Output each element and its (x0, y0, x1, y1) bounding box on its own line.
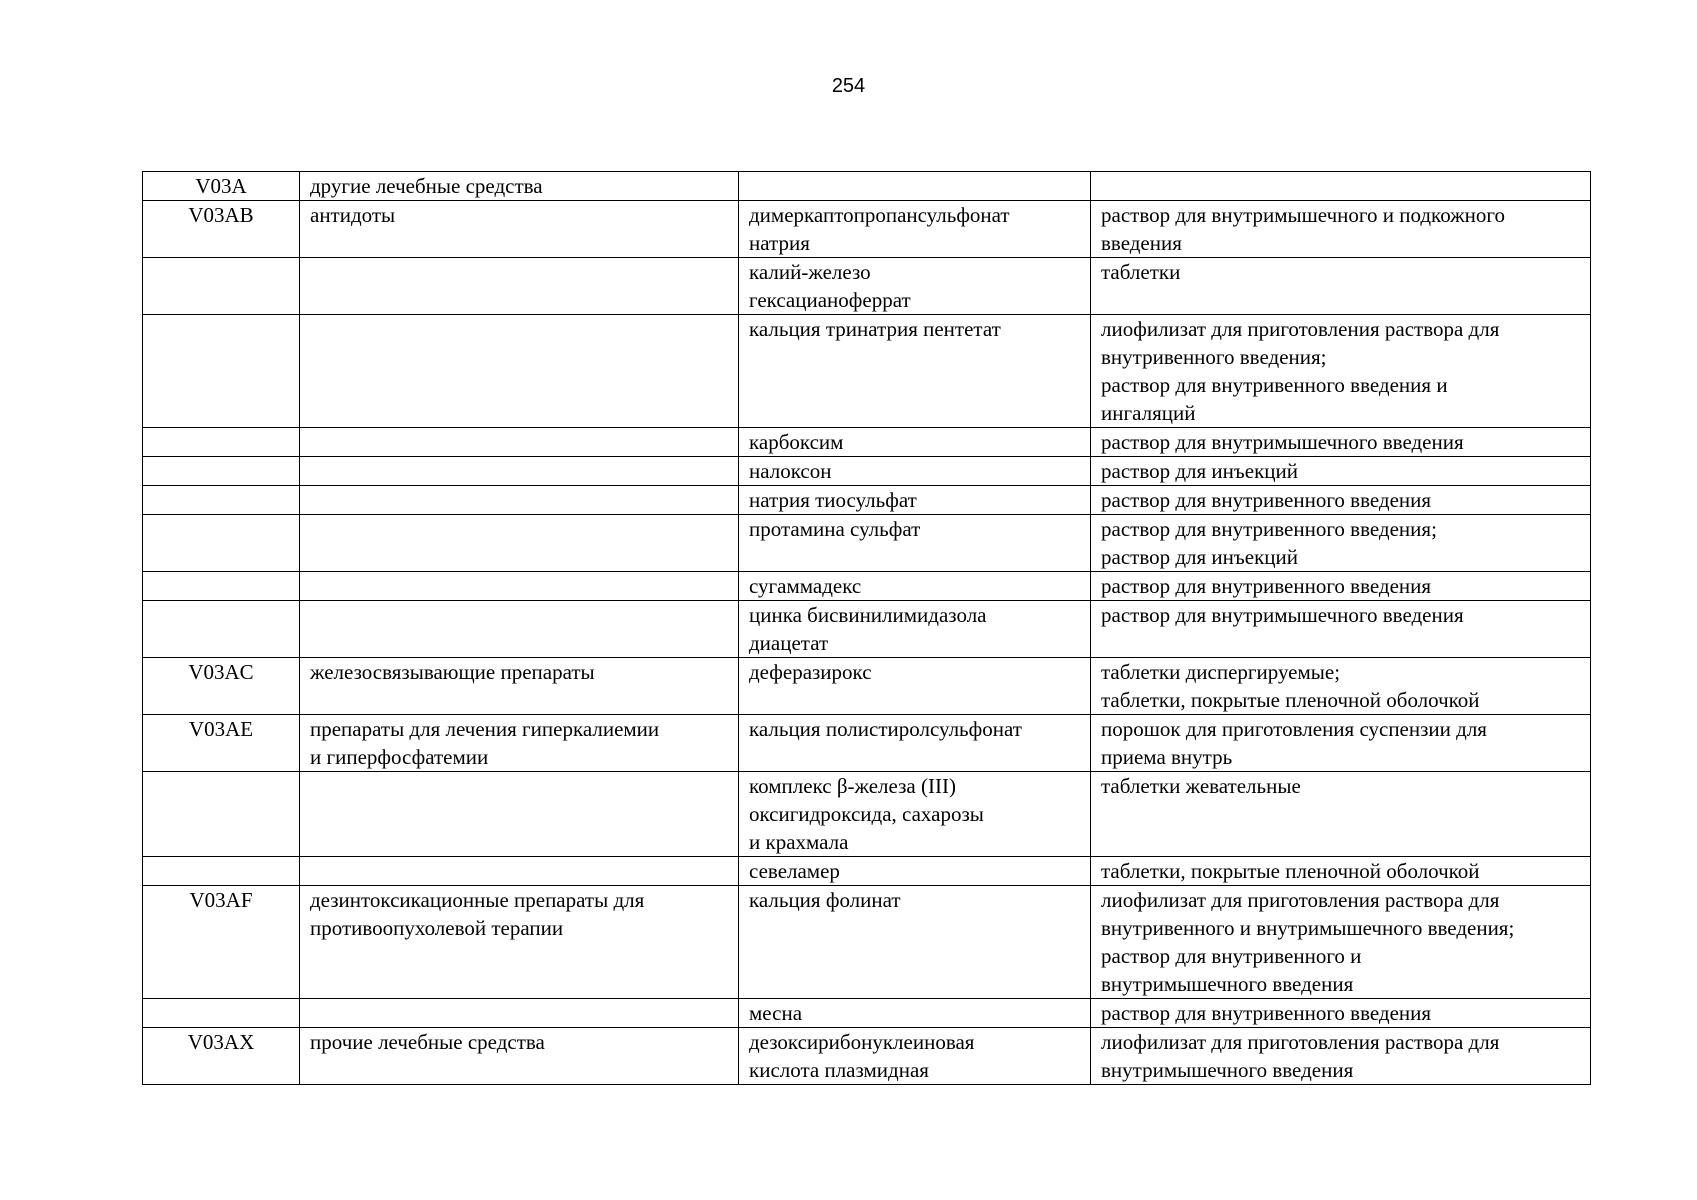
drug-name-cell: кальция полистиролсульфонат (739, 715, 1091, 772)
dosage-form-cell: раствор для внутримышечного введения (1091, 428, 1591, 457)
atc-code-cell (143, 857, 300, 886)
table-row (143, 1028, 1591, 1085)
drug-table (142, 171, 1591, 1085)
table-row (143, 601, 1591, 658)
table-row (143, 428, 1591, 457)
table-row (143, 486, 1591, 515)
drug-name-cell: деферазирокс (739, 658, 1091, 715)
group-name-cell (300, 572, 739, 601)
table-row (143, 886, 1591, 999)
drug-name-cell: димеркаптопропансульфонат натрия (739, 201, 1091, 258)
drug-name-cell: натрия тиосульфат (739, 486, 1091, 515)
dosage-form-cell: лиофилизат для приготовления раствора для внутримышечного введения (1091, 1028, 1591, 1085)
group-name-cell: антидоты (300, 201, 739, 258)
atc-code-cell: V03AX (143, 1028, 300, 1085)
table-row (143, 715, 1591, 772)
group-name-cell (300, 601, 739, 658)
atc-code-cell (143, 572, 300, 601)
atc-code-cell (143, 457, 300, 486)
drug-name-cell: карбоксим (739, 428, 1091, 457)
group-name-cell (300, 486, 739, 515)
group-name-cell: прочие лечебные средства (300, 1028, 739, 1085)
drug-name-cell: севеламер (739, 857, 1091, 886)
drug-name-cell: кальция тринатрия пентетат (739, 315, 1091, 428)
drug-name-cell: протамина сульфат (739, 515, 1091, 572)
table-row (143, 515, 1591, 572)
dosage-form-cell: раствор для внутримышечного введения (1091, 601, 1591, 658)
group-name-cell (300, 857, 739, 886)
drug-name-cell: месна (739, 999, 1091, 1028)
dosage-form-cell: раствор для внутривенного введения (1091, 572, 1591, 601)
atc-code-cell (143, 486, 300, 515)
dosage-form-cell: раствор для внутримышечного и подкожного введения (1091, 201, 1591, 258)
dosage-form-cell: лиофилизат для приготовления раствора для внутривенного и внутримышечного введения; раствор для внутривенного и внутримышечного введения (1091, 886, 1591, 999)
dosage-form-cell: таблетки, покрытые пленочной оболочкой (1091, 857, 1591, 886)
group-name-cell: железосвязывающие препараты (300, 658, 739, 715)
table-row (143, 857, 1591, 886)
atc-code-cell (143, 258, 300, 315)
dosage-form-cell: раствор для внутривенного введения (1091, 486, 1591, 515)
group-name-cell (300, 457, 739, 486)
table-row (143, 772, 1591, 857)
drug-name-cell: налоксон (739, 457, 1091, 486)
table-row (143, 172, 1591, 201)
drug-table-body (143, 172, 1591, 1085)
dosage-form-cell: раствор для внутривенного введения (1091, 999, 1591, 1028)
group-name-cell (300, 999, 739, 1028)
atc-code-cell (143, 772, 300, 857)
dosage-form-cell: лиофилизат для приготовления раствора для внутривенного введения; раствор для внутривенного введения и ингаляций (1091, 315, 1591, 428)
drug-name-cell (739, 172, 1091, 201)
table-row (143, 658, 1591, 715)
atc-code-cell (143, 315, 300, 428)
atc-code-cell (143, 999, 300, 1028)
group-name-cell (300, 315, 739, 428)
group-name-cell (300, 772, 739, 857)
dosage-form-cell: таблетки диспергируемые; таблетки, покрытые пленочной оболочкой (1091, 658, 1591, 715)
atc-code-cell: V03A (143, 172, 300, 201)
drug-name-cell: дезоксирибонуклеиновая кислота плазмидная (739, 1028, 1091, 1085)
dosage-form-cell: раствор для инъекций (1091, 457, 1591, 486)
table-row (143, 201, 1591, 258)
dosage-form-cell: таблетки (1091, 258, 1591, 315)
atc-code-cell (143, 515, 300, 572)
table-row (143, 572, 1591, 601)
group-name-cell (300, 258, 739, 315)
dosage-form-cell (1091, 172, 1591, 201)
table-row (143, 315, 1591, 428)
group-name-cell: дезинтоксикационные препараты для противоопухолевой терапии (300, 886, 739, 999)
atc-code-cell: V03AB (143, 201, 300, 258)
drug-name-cell: сугаммадекс (739, 572, 1091, 601)
dosage-form-cell: таблетки жевательные (1091, 772, 1591, 857)
atc-code-cell (143, 428, 300, 457)
group-name-cell: препараты для лечения гиперкалиемии и гиперфосфатемии (300, 715, 739, 772)
table-row (143, 999, 1591, 1028)
atc-code-cell: V03AE (143, 715, 300, 772)
page-number: 254 (831, 75, 866, 97)
atc-code-cell: V03AC (143, 658, 300, 715)
group-name-cell (300, 515, 739, 572)
group-name-cell (300, 428, 739, 457)
atc-code-cell (143, 601, 300, 658)
drug-name-cell: кальция фолинат (739, 886, 1091, 999)
drug-name-cell: комплекс β-железа (III) оксигидроксида, сахарозы и крахмала (739, 772, 1091, 857)
table-row (143, 457, 1591, 486)
atc-code-cell: V03AF (143, 886, 300, 999)
table-row (143, 258, 1591, 315)
dosage-form-cell: порошок для приготовления суспензии для приема внутрь (1091, 715, 1591, 772)
group-name-cell: другие лечебные средства (300, 172, 739, 201)
dosage-form-cell: раствор для внутривенного введения; раствор для инъекций (1091, 515, 1591, 572)
drug-name-cell: цинка бисвинилимидазола диацетат (739, 601, 1091, 658)
drug-name-cell: калий-железо гексацианоферрат (739, 258, 1091, 315)
